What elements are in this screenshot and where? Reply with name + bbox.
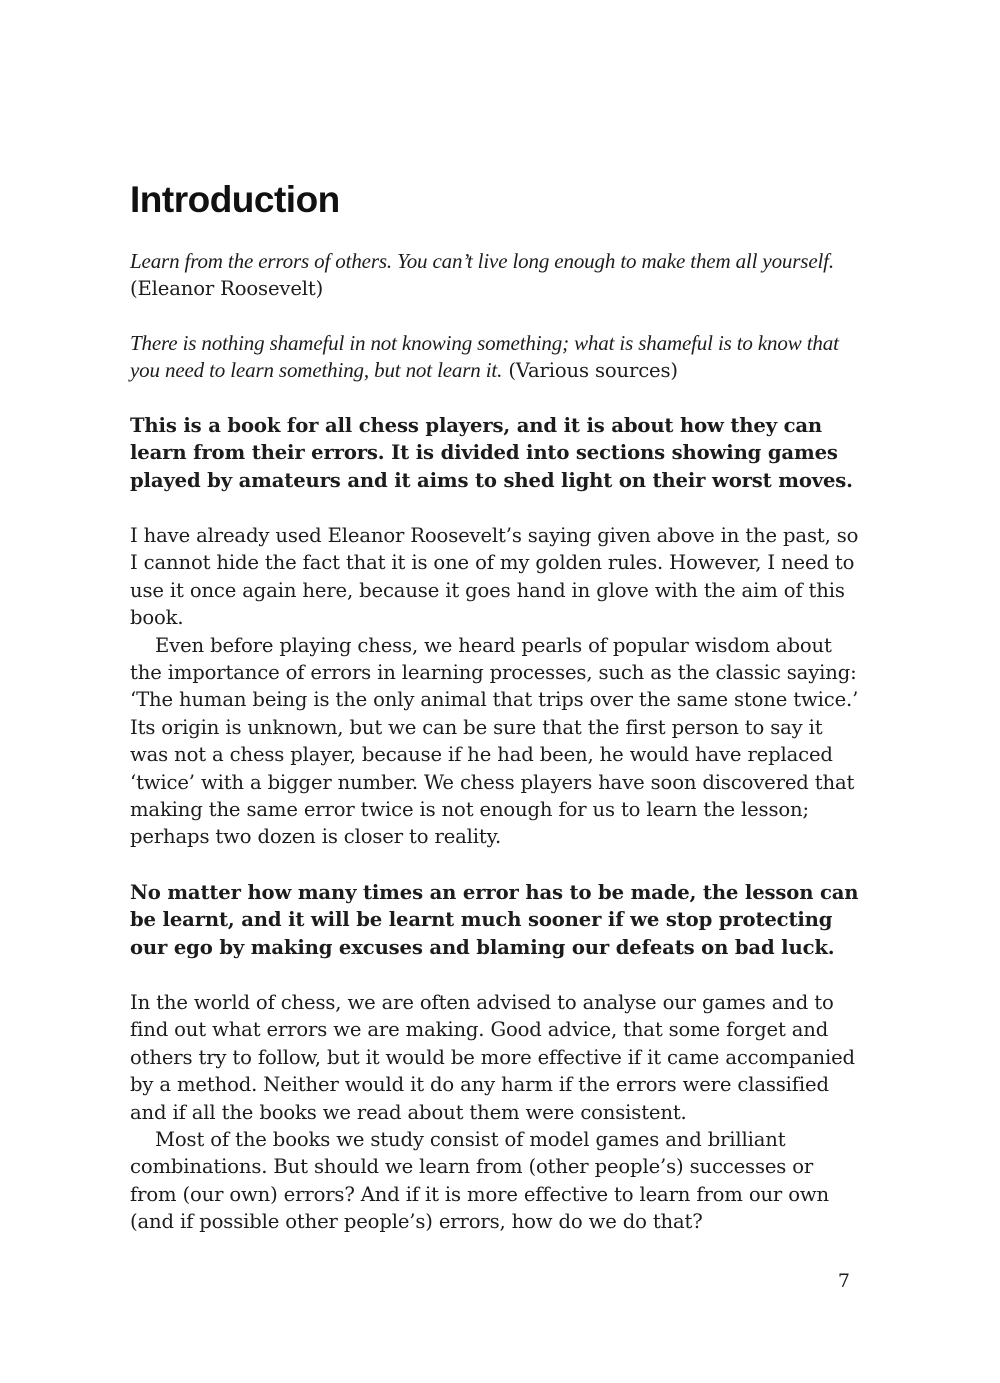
book-page bbox=[130, 0, 865, 1383]
page-number: 7 bbox=[837, 1270, 850, 1292]
paragraph: Even before playing chess, we heard pearls of popular wisdom about the importance of errors in learning processes, such as the classic saying: ‘The human being is the only animal that trips over the same stone twice.’ Its origin is unknown, but we can be sure that the first person to say it was not a chess player, because if he had been, he would have replaced ‘twice’ with a bigger number. We chess players have soon discovered that making the same error twice is not enough for us to learn the lesson; perhaps two dozen is closer to reality. bbox=[130, 633, 859, 849]
body-section-2 bbox=[130, 989, 865, 1236]
body-section-1 bbox=[130, 522, 865, 851]
epigraph-quote: Learn from the errors of others. You can’t live long enough to make them all yourself. bbox=[130, 249, 834, 273]
epigraph-roosevelt bbox=[130, 248, 865, 303]
epigraph-source: (Various sources) bbox=[508, 359, 678, 383]
paragraph: In the world of chess, we are often advised to analyse our games and to find out what errors we are making. Good advice, that some forget and others try to follow, but it would be more effective if it came accompanied by a method. Neither would it do any harm if the errors were classified and if all the books we read about them were consistent. bbox=[130, 991, 855, 1124]
bold-paragraph-lesson: No matter how many times an error has to be made, the lesson can be learnt, and it will be learnt much sooner if we stop protecting our ego by making excuses and blaming our defeats on bad luck. bbox=[130, 881, 859, 959]
paragraph: I have already used Eleanor Roosevelt’s saying given above in the past, so I cannot hide the fact that it is one of my golden rules. However, I need to use it once again here, because it goes hand in glove with the aim of this book. bbox=[130, 524, 859, 630]
bold-paragraph-book-purpose: This is a book for all chess players, and it is about how they can learn from their errors. It is divided into sections showing games played by amateurs and it aims to shed light on their worst moves. bbox=[130, 414, 853, 492]
epigraph-various bbox=[130, 330, 865, 385]
chapter-title: Introduction bbox=[130, 179, 340, 220]
epigraph-source: (Eleanor Roosevelt) bbox=[130, 277, 324, 301]
paragraph: Most of the books we study consist of model games and brilliant combinations. But should we learn from (other people’s) successes or from (our own) errors? And if it is more effective to learn from our own (and if possible other people’s) errors, how do we do that? bbox=[130, 1128, 829, 1234]
epigraph-quote: There is nothing shameful in not knowing something; what is shameful is to know that you need to learn something, but not learn it. bbox=[130, 331, 839, 383]
